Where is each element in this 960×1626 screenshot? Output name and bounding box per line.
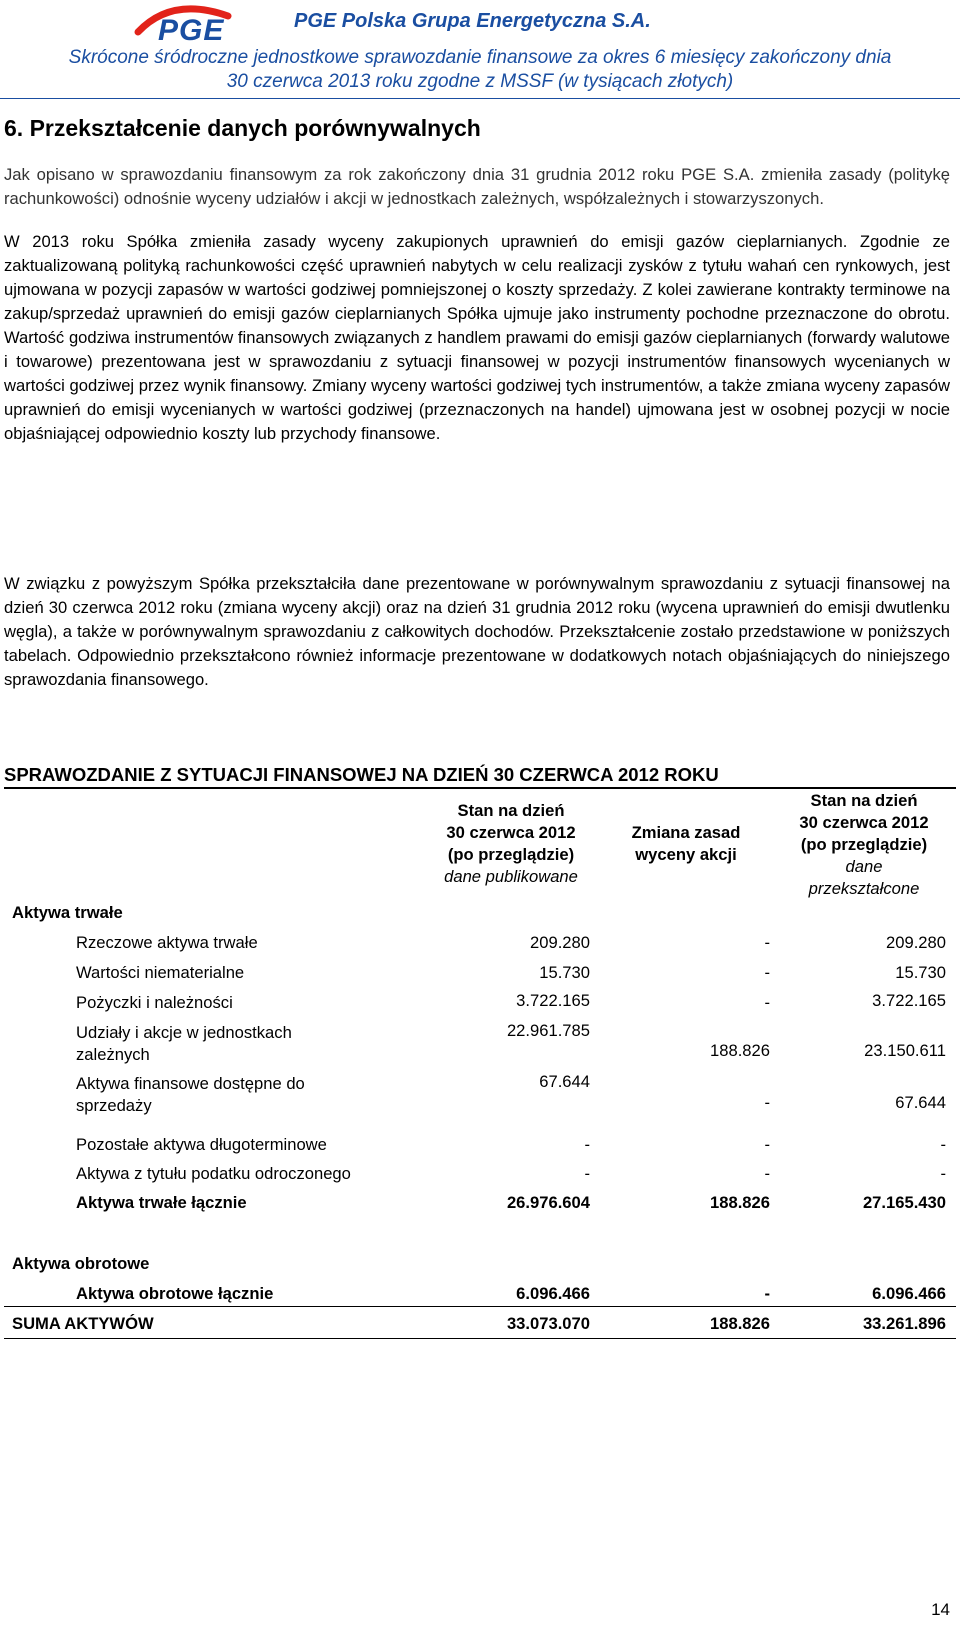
- grand-total-label: SUMA AKTYWÓW: [12, 1314, 154, 1333]
- grand-total-top-rule: [4, 1306, 956, 1307]
- column-header-change: Zmiana zasad wyceny akcji: [631, 823, 741, 864]
- row-label: Pożyczki i należności: [76, 993, 233, 1012]
- grand-total-change: 188.826: [710, 1314, 770, 1333]
- section-label-current-assets: Aktywa obrotowe: [12, 1254, 150, 1273]
- logo-text: PGE: [158, 14, 225, 47]
- row-label: Pozostałe aktywa długoterminowe: [76, 1135, 327, 1154]
- table-title: SPRAWOZDANIE Z SYTUACJI FINANSOWEJ NA DZIEŃ 30 CZERWCA 2012 ROKU: [4, 764, 719, 785]
- total-current-assets-restated: 6.096.466: [872, 1284, 946, 1303]
- column-header-restated: Stan na dzień 30 czerwca 2012 (po przeglądzie) dane przekształcone: [799, 791, 929, 898]
- row-value-published: 3.722.165: [516, 991, 590, 1010]
- total-fixed-assets-published: 26.976.604: [506, 1193, 590, 1212]
- row-value-restated: 3.722.165: [872, 991, 946, 1010]
- row-value-restated: 209.280: [886, 933, 946, 952]
- row-value-restated: -: [940, 1164, 946, 1183]
- row-label: Wartości niematerialne: [76, 963, 245, 982]
- company-name: PGE Polska Grupa Energetyczna S.A.: [294, 10, 651, 32]
- total-fixed-assets-change: 188.826: [710, 1193, 770, 1212]
- grand-total-bottom-rule: [4, 1338, 956, 1339]
- header-divider: [0, 98, 960, 99]
- row-value-published: 22.961.785: [506, 1021, 590, 1040]
- total-current-assets-published: 6.096.466: [516, 1284, 590, 1303]
- row-value-change: -: [764, 1164, 770, 1183]
- section-label-fixed-assets: Aktywa trwałe: [12, 903, 123, 922]
- row-value-published: 15.730: [539, 963, 590, 982]
- row-value-published: -: [584, 1135, 590, 1154]
- grand-total-published: 33.073.070: [506, 1314, 590, 1333]
- column-header-published: Stan na dzień 30 czerwca 2012 (po przeglądzie) dane publikowane: [444, 801, 578, 886]
- row-label: Aktywa z tytułu podatku odroczonego: [76, 1164, 351, 1183]
- row-value-published: 67.644: [539, 1072, 590, 1091]
- grand-total-restated: 33.261.896: [862, 1314, 946, 1333]
- paragraph-3: W związku z powyższym Spółka przekształciła dane prezentowane w porównywalnym sprawozdaniu z sytuacji finansowej na dzień 30 czerwca 2012 roku (zmiana wyceny akcji) oraz na dzień 31 grudnia 2012 roku (wycena uprawnień do emisji dwutlenku węgla), a także w porównywalnym sprawozdaniu z całkowitych dochodów. Przekształcenie zostało przedstawione w poniższych tabelach. Odpowiednio przekształcono również informacje prezentowane w dodatkowych notach objaśniających do niniejszego sprawozdania finansowego.: [4, 574, 950, 689]
- paragraph-2: W 2013 roku Spółka zmieniła zasady wyceny zakupionych uprawnień do emisji gazów cieplarnianych. Zgodnie ze zaktualizowaną polityką rachunkowości część uprawnień nabytych w celu realizacji zysków z tytułu wahań cen rynkowych, jest ujmowana w pozycji zapasów w wartości godziwej pomniejszonej o koszty sprzedaży. Z kolei zawierane kontrakty terminowe na zakup/sprzedaż uprawnień do emisji gazów cieplarnianych Spółka ujmuje jako instrumenty pochodne przeznaczone do obrotu. Wartość godziwa instrumentów finansowych związanych z handlem prawami do emisji gazów cieplarnianych (forwardy walutowe i towarowe) prezentowana jest w sprawozdaniu z sytuacji finansowej w pozycji instrumentów finansowych wycenianych w wartości godziwej przez wynik finansowy. Zmiany wyceny wartości godziwej tych instrumentów, a także zmiana wyceny zapasów uprawnień do emisji wycenianych w wartości godziwej (przeznaczonych na handel) ujmowana jest w osobnej pozycji w nocie objaśniającej odpowiednio koszty lub przychody finansowe.: [4, 232, 950, 443]
- document-subtitle: [0, 46, 960, 94]
- page-number: 14: [931, 1600, 950, 1619]
- row-label: Rzeczowe aktywa trwałe: [76, 933, 258, 952]
- row-value-change: 188.826: [710, 1041, 770, 1060]
- subtitle-line-2: 30 czerwca 2013 roku zgodne z MSSF (w tysiącach złotych): [226, 71, 734, 92]
- total-current-assets-label: Aktywa obrotowe łącznie: [76, 1284, 274, 1303]
- row-value-change: -: [764, 933, 770, 952]
- table-top-rule: [4, 787, 956, 789]
- row-value-change: -: [764, 1093, 770, 1112]
- row-label: Aktywa finansowe dostępne do sprzedaży: [76, 1074, 305, 1115]
- row-value-restated: -: [940, 1135, 946, 1154]
- row-value-published: -: [584, 1164, 590, 1183]
- row-value-restated: 23.150.611: [864, 1041, 946, 1060]
- paragraph-1: Jak opisano w sprawozdaniu finansowym za rok zakończony dnia 31 grudnia 2012 roku PGE S.A. zmieniła zasady (politykę rachunkowości) odnośnie wyceny udziałów i akcji w jednostkach zależnych, współzależnych i stowarzyszonych.: [4, 165, 950, 208]
- section-title: 6. Przekształcenie danych porównywalnych: [4, 115, 481, 141]
- row-value-change: -: [764, 1135, 770, 1154]
- row-value-published: 209.280: [530, 933, 590, 952]
- total-fixed-assets-restated: 27.165.430: [862, 1193, 946, 1212]
- row-value-change: -: [764, 963, 770, 982]
- total-fixed-assets-label: Aktywa trwałe łącznie: [76, 1193, 247, 1212]
- total-current-assets-change: -: [764, 1284, 770, 1303]
- row-label: Udziały i akcje w jednostkach zależnych: [76, 1023, 292, 1064]
- row-value-restated: 67.644: [895, 1093, 946, 1112]
- row-value-change: -: [764, 993, 770, 1012]
- subtitle-line-1: Skrócone śródroczne jednostkowe sprawozdanie finansowe za okres 6 miesięcy zakończony dnia: [68, 47, 892, 68]
- row-value-restated: 15.730: [895, 963, 946, 982]
